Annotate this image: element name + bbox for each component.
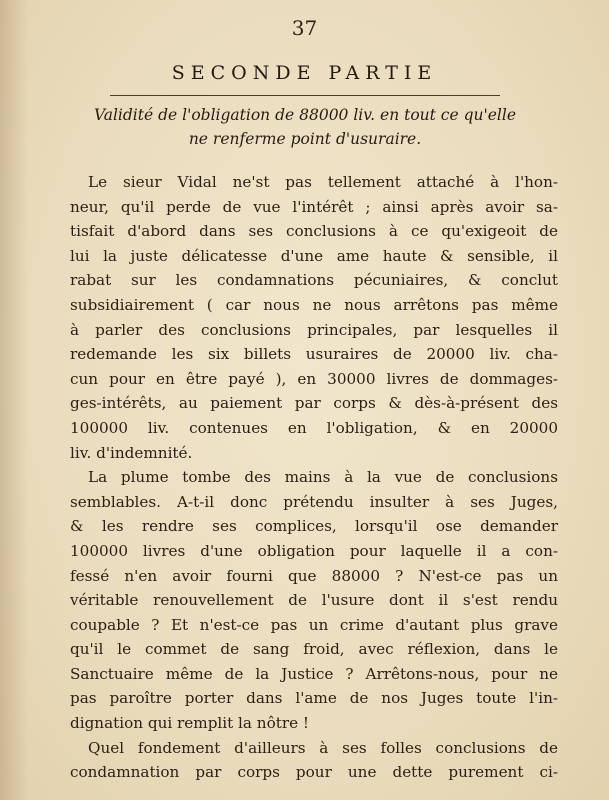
page-gutter-shadow (0, 0, 28, 800)
text-line: rabat sur les condamnations pécuniaires, & conclut (70, 271, 558, 290)
text-line: neur, qu'il perde de vue l'intérêt ; ainsi après avoir sa- (70, 197, 558, 216)
text-line: pas paroître porter dans l'ame de nos Juges toute l'in- (70, 689, 558, 708)
text-line: 100000 liv. contenues en l'obligation, & en 20000 (70, 418, 558, 437)
text-line: redemande les six billets usuraires de 20000 liv. cha- (70, 345, 558, 364)
text-line: cun pour en être payé ), en 30000 livres de dommages- (70, 369, 558, 388)
text-line: Quel fondement d'ailleurs à ses folles conclusions de (88, 738, 558, 757)
part-title: SECONDE PARTIE (171, 62, 438, 84)
text-line: subsidiairement ( car nous ne nous arrêtons pas même (70, 295, 558, 314)
body-text (70, 170, 558, 785)
subtitle-line-1: Validité de l'obligation de 88000 liv. en tout ce qu'elle (93, 106, 517, 124)
text-line: coupable ? Et n'est-ce pas un crime d'autant plus grave (70, 615, 558, 634)
text-line: Le sieur Vidal ne'st pas tellement attaché à l'hon- (88, 173, 558, 191)
text-line: condamnation par corps pour une dette purement ci- (70, 763, 558, 782)
text-line: à parler des conclusions principales, par lesquelles il (70, 320, 558, 339)
title-rule (110, 95, 500, 96)
text-line: dignation qui remplit la nôtre ! (70, 714, 310, 733)
text-line: semblables. A-t-il donc prétendu insulter à ses Juges, (70, 492, 558, 511)
text-line: qu'il le commet de sang froid, avec réflexion, dans le (70, 640, 558, 659)
text-line: liv. d'indemnité. (70, 443, 193, 462)
text-line: Sanctuaire même de la Justice ? Arrêtons-nous, pour ne (70, 664, 558, 683)
text-line: fessé n'en avoir fourni que 88000 ? N'est-ce pas un (70, 566, 558, 585)
section-subtitle (40, 103, 570, 151)
text-line: ges-intérêts, au paiement par corps & dès-à-présent des (70, 394, 558, 413)
text-line: véritable renouvellement de l'usure dont il s'est rendu (70, 591, 558, 610)
subtitle-line-2: ne renferme point d'usuraire. (188, 130, 422, 148)
text-line: La plume tombe des mains à la vue de conclusions (88, 468, 558, 487)
text-line: 100000 livres d'une obligation pour laquelle il a con- (70, 541, 558, 560)
text-line: & les rendre ses complices, lorsqu'il ose demander (70, 517, 558, 536)
page-number: 37 (291, 16, 318, 40)
text-line: lui la juste délicatesse d'une ame haute & sensible, il (70, 246, 558, 265)
text-line: tisfait d'abord dans ses conclusions à ce qu'exigeoit de (70, 222, 558, 241)
